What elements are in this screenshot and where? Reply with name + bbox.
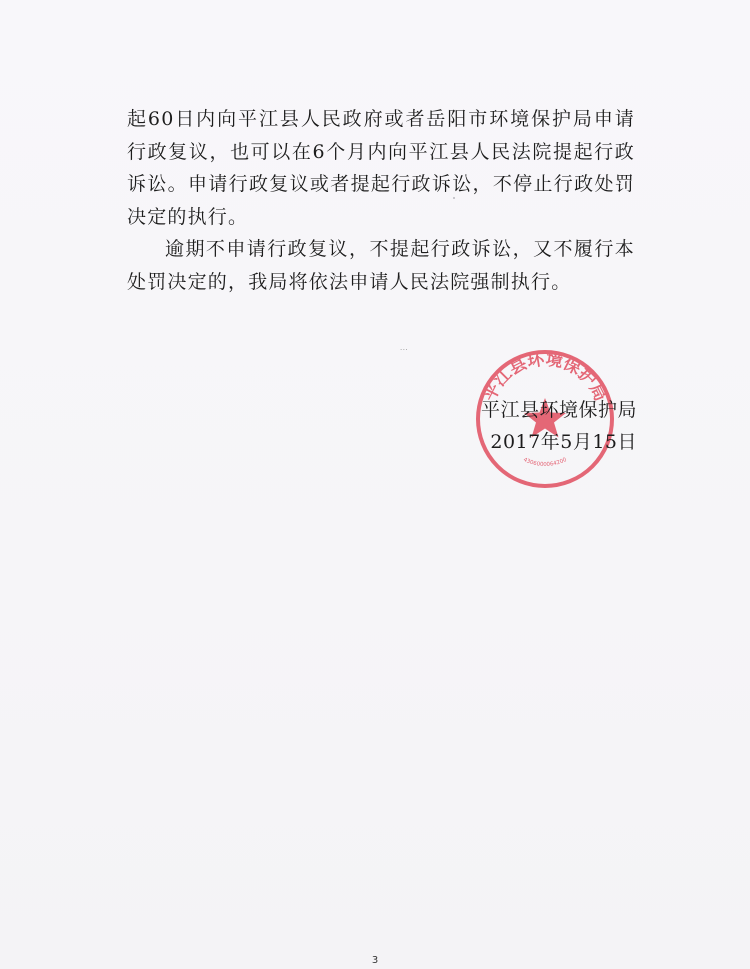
body-text xyxy=(127,103,635,298)
signature-block xyxy=(467,394,637,458)
signature-date: 2017年5月15日 xyxy=(490,431,637,453)
paragraph-appeal-rights: 起60日内向平江县人民政府或者岳阳市环境保护局申请行政复议，也可以在6个月内向平江县人民法院提起行政诉讼。申请行政复议或者提起行政诉讼，不停止行政处罚决定的执行。 xyxy=(127,108,635,228)
scan-mark: ‧‧‧ xyxy=(400,346,409,354)
scan-speck xyxy=(453,197,455,199)
signature-organization: 平江县环境保护局 xyxy=(480,399,637,421)
paragraph-enforcement: 逾期不申请行政复议，不提起行政诉讼，又不履行本处罚决定的，我局将依法申请人民法院强制执行。 xyxy=(127,238,635,293)
page-number: 3 xyxy=(371,955,379,966)
seal-number-text: 4306000064200 xyxy=(522,457,568,468)
seal-arc-text: 平江县环境保护局 xyxy=(479,349,611,405)
